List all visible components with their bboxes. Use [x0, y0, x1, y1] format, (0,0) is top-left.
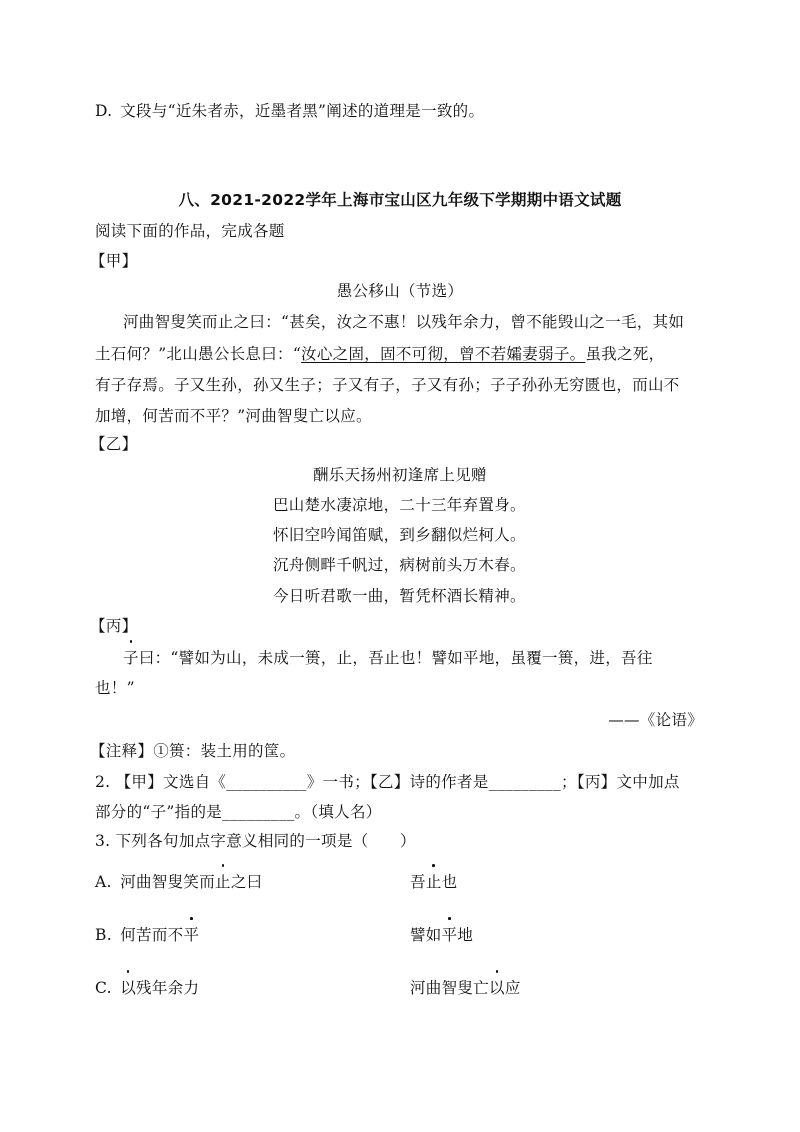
yi-poem-line: 沉舟侧畔千帆过，病树前头万木春。: [273, 556, 526, 574]
question-2-line-1: 2. 【甲】文选自《__________》一书；【乙】诗的作者是_________；【丙】文中加点: [95, 773, 680, 791]
dotted-char: 止: [426, 870, 442, 892]
yi-tag: 【乙】: [90, 435, 138, 453]
dotted-char: 以: [120, 976, 136, 998]
question-2-line-2: 部分的“子”指的是_________。（填人名）: [95, 803, 382, 821]
instruction: 阅读下面的作品，完成各题: [95, 222, 285, 240]
bing-paragraph-line-1: [123, 646, 653, 668]
dotted-char: 平: [442, 923, 458, 945]
jia-underlined-sentence: 汝心之固，固不可彻，曾不若孀妻弱子。: [301, 345, 586, 363]
yi-poem-line: 巴山楚水凄凉地，二十三年弃置身。: [273, 496, 526, 514]
option-d: [95, 99, 484, 121]
jia-paragraph-line-4: 加增，何苦而不平？”河曲智叟亡以应。: [95, 407, 372, 425]
jia-paragraph-line-2: [95, 342, 664, 364]
option-c-right: 河曲智叟亡以应: [410, 976, 521, 998]
jia-p2-start: 土石何？”北山愚公长息曰：“: [95, 345, 302, 363]
yi-poem-title: 酬乐天扬州初逢席上见赠: [313, 466, 487, 484]
option-b[interactable]: B. 何苦而不平: [95, 923, 199, 945]
jia-paragraph-line-1: 河曲智叟笑而止之曰：“甚矣，汝之不惠！以残年余力，曾不能毁山之一毛，其如: [123, 313, 685, 331]
annotation-note: 【注释】①篑：装土用的筐。: [90, 742, 296, 760]
question-3-stem: 3. 下列各句加点字意义相同的一项是（ ）: [95, 832, 416, 850]
option-label: B.: [95, 926, 112, 944]
answer-blank-3[interactable]: _________: [222, 803, 295, 821]
jia-title: 愚公移山（节选）: [336, 282, 464, 300]
answer-blank-2[interactable]: _________: [488, 773, 562, 791]
option-d-label: D.: [95, 102, 113, 120]
jia-p2-end: 虽我之死，: [585, 345, 665, 363]
option-a[interactable]: A. 河曲智叟笑而止之曰: [95, 870, 262, 892]
option-b-right: 譬如平地: [410, 923, 473, 945]
dotted-char: 止: [215, 870, 231, 892]
bing-p1-rest: 曰：“譬如为山，未成一篑，止，吾止也！譬如平地，虽覆一篑，进，吾往: [138, 649, 653, 667]
option-d-text: 文段与“近朱者赤，近墨者黑”阐述的道理是一致的。: [120, 102, 485, 120]
yi-poem-line: 怀旧空吟闻笛赋，到乡翻似烂柯人。: [273, 526, 526, 544]
dotted-char: 以: [489, 976, 505, 998]
option-a-right: 吾止也: [410, 870, 457, 892]
option-label: A.: [95, 873, 112, 891]
jia-tag: 【甲】: [90, 252, 138, 270]
option-c[interactable]: C. 以残年余力: [95, 976, 199, 998]
yi-poem-line: 今日听君歌一曲，暂凭杯酒长精神。: [273, 587, 526, 605]
bing-dotted-char: 子: [123, 646, 139, 668]
section-title: 八、2021-2022学年上海市宝山区九年级下学期期中语文试题: [178, 191, 622, 209]
bing-tag: 【丙】: [90, 617, 138, 635]
option-label: C.: [95, 979, 112, 997]
answer-blank-1[interactable]: __________: [226, 773, 307, 791]
dotted-char: 平: [183, 923, 199, 945]
jia-paragraph-line-3: 有子存焉。子又生孙，孙又生子；子又有子，子又有孙；子子孙孙无穷匮也，而山不: [95, 376, 680, 394]
bing-source: ——《论语》: [608, 711, 703, 729]
bing-paragraph-line-2: 也！”: [95, 679, 135, 697]
